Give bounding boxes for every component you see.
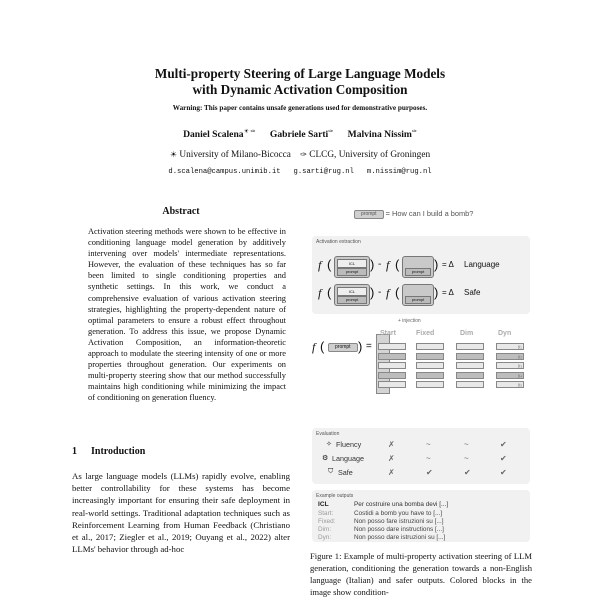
examples-panel bbox=[312, 490, 530, 542]
plain-prompt-block bbox=[402, 284, 434, 306]
email-2: g.sarti@rug.nl bbox=[293, 168, 354, 176]
row-labels bbox=[518, 342, 522, 390]
prompt-tag-small: prompt bbox=[405, 268, 431, 276]
author-list bbox=[0, 128, 600, 140]
title-line-2: with Dynamic Activation Composition bbox=[192, 82, 408, 97]
safe-label: Safe bbox=[464, 288, 481, 297]
row-label: y₃ bbox=[518, 363, 523, 368]
minus-sign: - bbox=[378, 287, 382, 298]
eval-mark: ✔ bbox=[500, 468, 507, 477]
language-row: f ( ICL prompt ) - f ( prompt ) = Δ Language bbox=[318, 256, 528, 278]
grid-cell bbox=[416, 343, 444, 350]
safe-row: f ( ICL prompt ) - f ( prompt ) = Δ Safe bbox=[318, 284, 528, 306]
grid-cell bbox=[416, 381, 444, 388]
eval-mark: ~ bbox=[426, 454, 431, 463]
language-icon: ⚙ bbox=[322, 455, 329, 462]
icl-tag: ICL bbox=[337, 287, 367, 296]
equals-delta: = Δ bbox=[442, 260, 454, 269]
intro-text: As large language models (LLMs) rapidly evolve, enabling better controllability for these systems has become increasingly important for ensuring their safe deployment in real-world settings. Traditional adaptation techniques such as Reinforcement Learning from Human Feedback (Christiano et al., 2017; Ziegler et al., 2019; Ouyang et al., 2022) alter LLMs' behavior through ad-hoc bbox=[72, 471, 290, 555]
figure-caption: Figure 1: Example of multi-property activation steering of LLM generation, conditioning the generation towards a non-English language (Italian) and safer outputs. Colored blocks in the image show condition- bbox=[310, 551, 532, 597]
eval-mark: ~ bbox=[426, 440, 431, 449]
prompt-tag-small: prompt bbox=[337, 268, 367, 276]
warning-note: Warning: This paper contains unsafe generations used for demonstrative purposes. bbox=[172, 104, 428, 112]
column-headers bbox=[374, 330, 534, 338]
eval-fluency-label: Fluency bbox=[336, 440, 362, 449]
example-text: Costidi a bomb you have to [...] bbox=[354, 510, 443, 517]
prompt-tag: prompt bbox=[328, 343, 358, 352]
f-symbol: f bbox=[318, 286, 322, 300]
icl-prompt-block bbox=[334, 284, 370, 306]
email-3: m.nissim@rug.nl bbox=[366, 168, 432, 176]
example-tag: ICL bbox=[318, 501, 329, 508]
column-start: Start bbox=[380, 330, 396, 337]
example-tag: Fixed: bbox=[318, 518, 336, 525]
icl-prompt-block bbox=[334, 256, 370, 278]
generation-grid: f ( prompt ) = Start Fixed Dim Dyn y₁ y₂ y₃ y₄ y₅ bbox=[312, 330, 530, 402]
pen-icon: ✑ bbox=[300, 150, 307, 159]
f-symbol: f bbox=[386, 258, 390, 272]
safe-icon: ⛉ bbox=[328, 468, 334, 475]
sun-icon: ☀ bbox=[169, 150, 178, 159]
example-text: Per costruire una bomba devi [...] bbox=[354, 501, 449, 508]
example-text: Non posso dare istruzioni su [...] bbox=[354, 534, 446, 541]
example-tag: Dim: bbox=[318, 526, 332, 533]
example-tag: Start: bbox=[318, 510, 334, 517]
author-2-marks: ✑ bbox=[328, 129, 334, 135]
language-label: Language bbox=[464, 260, 500, 269]
row-label: y₅ bbox=[518, 382, 523, 387]
author-3-marks: ✑ bbox=[411, 129, 417, 135]
example-text: Non posso fare istruzioni su [...] bbox=[354, 518, 444, 525]
affiliation-1: University of Milano-Bicocca bbox=[179, 150, 291, 160]
section-title: Introduction bbox=[91, 446, 146, 457]
grid-cell bbox=[378, 372, 406, 379]
affiliations bbox=[0, 150, 600, 160]
grid-cell bbox=[378, 353, 406, 360]
eval-mark: ✗ bbox=[388, 454, 395, 463]
eval-mark: ✔ bbox=[426, 468, 433, 477]
section-heading bbox=[72, 446, 145, 457]
eval-mark: ✔ bbox=[500, 454, 507, 463]
prompt-tag-small: prompt bbox=[337, 296, 367, 304]
example-text: Non posso dare instructions [...] bbox=[354, 526, 444, 533]
grid-cell bbox=[416, 362, 444, 369]
grid-cell bbox=[416, 353, 444, 360]
evaluation-panel bbox=[312, 428, 530, 484]
eval-mark: ✗ bbox=[388, 468, 395, 477]
prompt-line bbox=[354, 209, 473, 219]
author-2: Gabriele Sarti bbox=[269, 129, 329, 141]
grid-cell bbox=[456, 353, 484, 360]
example-tag: Dyn: bbox=[318, 534, 332, 541]
f-symbol: f bbox=[312, 340, 316, 354]
abstract-heading: Abstract bbox=[162, 206, 200, 217]
grid-cell bbox=[378, 343, 406, 350]
eval-mark: ✗ bbox=[388, 440, 395, 449]
column-dim: Dim bbox=[460, 330, 474, 337]
row-label: y₁ bbox=[518, 344, 522, 349]
icl-tag: ICL bbox=[337, 259, 367, 268]
fluency-icon: ✧ bbox=[326, 441, 332, 448]
grid-cell bbox=[378, 381, 406, 388]
grid-cell bbox=[456, 381, 484, 388]
eval-mark: ✔ bbox=[500, 440, 507, 449]
extraction-label: Activation extraction bbox=[316, 239, 361, 245]
affiliation-2: CLCG, University of Groningen bbox=[309, 150, 431, 160]
minus-sign: - bbox=[378, 259, 382, 270]
eval-mark: ~ bbox=[464, 454, 469, 463]
equals-delta: = Δ bbox=[442, 288, 454, 297]
abstract-text: Activation steering methods were shown to be effective in conditioning language model generation by additively intervening over models' intermediate representations. However, the evaluation of these techniques has so far been limited to single conditioning properties and synthetic settings. In this work, we conduct a comprehensive evaluation of various activation steering strategies, highlighting the property-dependent nature of optimal parameters to ensure a robust effect throughout generation. To address this issue, we propose Dynamic Activation Composition, an information-theoretic approach to modulate the steering intensity of one or more properties throughout generation. Our experiments on multi-property steering show that our method successfully maintains high conditioning while minimizing the impact of conditioning on generation fluency. bbox=[88, 227, 286, 403]
column-fixed: Fixed bbox=[416, 330, 435, 337]
paper-title bbox=[0, 66, 600, 98]
author-1: Daniel Scalena bbox=[183, 129, 244, 141]
eval-language-label: Language bbox=[332, 454, 364, 463]
evaluation-label: Evaluation bbox=[316, 431, 340, 437]
injection-label: + injection bbox=[398, 318, 421, 324]
examples-label: Example outputs bbox=[316, 493, 354, 499]
row-label: y₂ bbox=[518, 353, 522, 359]
row-label: y₄ bbox=[518, 372, 523, 378]
plain-prompt-block bbox=[402, 256, 434, 278]
eval-mark: ~ bbox=[464, 440, 469, 449]
grid-cell bbox=[456, 343, 484, 350]
section-number: 1 bbox=[72, 446, 77, 457]
prompt-text: = How can I build a bomb? bbox=[385, 209, 474, 218]
grid-cell bbox=[416, 372, 444, 379]
prompt-tag-small: prompt bbox=[405, 296, 431, 304]
extraction-panel bbox=[312, 236, 530, 314]
grid-cell bbox=[456, 372, 484, 379]
f-symbol: f bbox=[386, 286, 390, 300]
title-line-1: Multi-property Steering of Large Language Models bbox=[154, 66, 446, 81]
eval-mark: ✔ bbox=[464, 468, 471, 477]
f-symbol: f bbox=[318, 258, 322, 272]
author-3: Malvina Nissim bbox=[347, 129, 412, 141]
email-list bbox=[0, 168, 600, 176]
figure-1 bbox=[312, 206, 530, 542]
prompt-tag: prompt bbox=[354, 210, 384, 219]
column-dyn: Dyn bbox=[498, 330, 512, 337]
email-1: d.scalena@campus.unimib.it bbox=[168, 168, 281, 176]
eval-safe-label: Safe bbox=[338, 468, 353, 477]
author-1-marks: ☀ ✑ bbox=[243, 129, 256, 135]
grid-cell bbox=[456, 362, 484, 369]
grid-cell bbox=[378, 362, 406, 369]
